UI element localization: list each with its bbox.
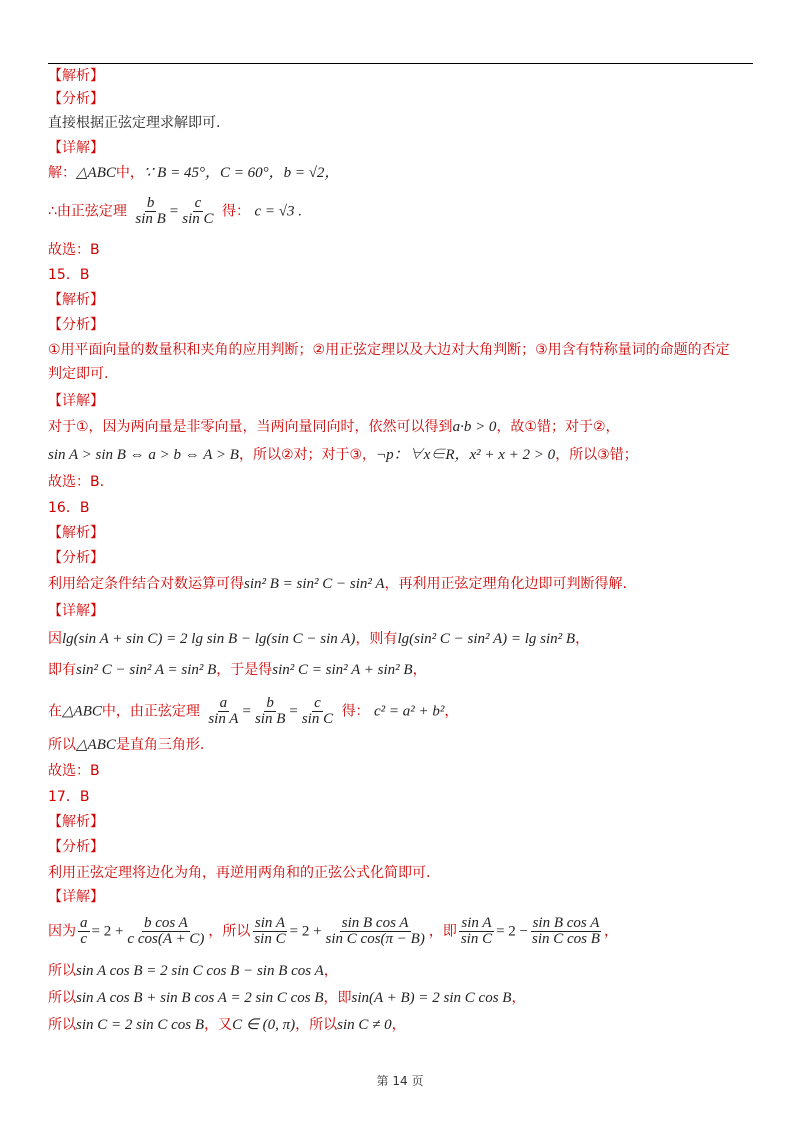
denominator: sin C bbox=[254, 931, 286, 947]
section-label: 【解析】 bbox=[48, 814, 104, 830]
denominator: sin B bbox=[254, 711, 286, 727]
math: c² = a² + b² bbox=[374, 703, 445, 720]
question-number: 15．B bbox=[48, 267, 90, 283]
section-label: 【详解】 bbox=[48, 603, 104, 619]
text: 因 bbox=[48, 631, 62, 647]
text: 所以 bbox=[48, 990, 76, 1006]
text: 即有 bbox=[48, 662, 76, 678]
solution-line bbox=[48, 196, 754, 227]
math: △ABC bbox=[62, 703, 102, 720]
fraction bbox=[530, 916, 602, 947]
text: ，即 bbox=[323, 990, 352, 1006]
denominator: c bbox=[80, 931, 88, 947]
solution-line bbox=[48, 962, 754, 980]
section-label: 【分析】 bbox=[48, 550, 104, 566]
math: = 2 + bbox=[289, 923, 322, 940]
numerator: c bbox=[194, 195, 202, 211]
text: 因为 bbox=[48, 923, 76, 940]
denominator: sin C cos(π − B) bbox=[325, 931, 425, 947]
text: 所以 bbox=[48, 1017, 76, 1033]
section-label: 【解析】 bbox=[48, 68, 104, 84]
section-label: 【分析】 bbox=[48, 839, 104, 855]
math: = 2 + bbox=[91, 923, 124, 940]
fraction bbox=[78, 916, 90, 947]
denominator: sin C cos B bbox=[532, 931, 600, 947]
solution-line: 在△ABC中，由正弦定理 $\frac{a}{\text{sin A}}$ = $\frac{b}{\text{sin B}}$ = $\frac{c}{\text{sin C}}$ 得： c² = a² + b²， bbox=[48, 695, 459, 727]
text: ， bbox=[412, 662, 427, 678]
math: ¬p：∀x∈R，x² + x + 2 > 0 bbox=[376, 447, 556, 463]
text: 对于①，因为两向量是非零向量，当两向量同向时，依然可以得到 bbox=[48, 419, 453, 435]
numerator: b cos A bbox=[143, 915, 188, 931]
text: 中， bbox=[115, 165, 144, 181]
question-number: 17．B bbox=[48, 789, 90, 805]
section-label: 【详解】 bbox=[48, 140, 104, 156]
math: sin² C = sin² A + sin² B bbox=[272, 662, 413, 678]
math: sin C = 2 sin C cos B bbox=[76, 1017, 205, 1033]
section-label: 【分析】 bbox=[48, 91, 104, 107]
solution-line bbox=[48, 661, 754, 679]
text: ，又 bbox=[204, 1017, 233, 1033]
solution-line bbox=[48, 989, 754, 1007]
solution-line bbox=[48, 418, 754, 436]
denominator: c cos(A + C) bbox=[127, 931, 205, 947]
denominator: sin B bbox=[135, 211, 166, 227]
numerator: b bbox=[146, 195, 155, 211]
math: sin A cos B + sin B cos A = 2 sin C cos B bbox=[76, 990, 324, 1006]
solution-line bbox=[48, 164, 754, 182]
analysis-line bbox=[48, 575, 754, 593]
analysis-text: 直接根据正弦定理求解即可. bbox=[48, 115, 221, 131]
denominator: sin C bbox=[460, 931, 493, 947]
text: ， bbox=[391, 1017, 406, 1033]
solution-line bbox=[48, 446, 754, 464]
text: 得： bbox=[341, 703, 370, 720]
numerator: b bbox=[266, 695, 274, 711]
math: sin C ≠ 0 bbox=[337, 1017, 392, 1033]
math: sin² C − sin² A = sin² B bbox=[76, 662, 217, 678]
math: sin(A + B) = 2 sin C cos B bbox=[351, 990, 512, 1006]
text: ，于是得 bbox=[216, 662, 273, 678]
text: ，所以 bbox=[295, 1017, 338, 1033]
page-number: 第 14 页 bbox=[376, 1074, 424, 1088]
solution-line bbox=[48, 736, 754, 754]
answer-line: 故选：B bbox=[48, 242, 100, 258]
question-number: 16．B bbox=[48, 500, 90, 516]
text: 所以 bbox=[48, 963, 76, 979]
text: ，所以 bbox=[208, 923, 251, 940]
denominator: sin C bbox=[301, 711, 334, 727]
numerator: sin B cos A bbox=[532, 915, 600, 931]
text: 在 bbox=[48, 703, 62, 720]
text: 所以 bbox=[48, 737, 76, 753]
answer-line: 故选：B bbox=[48, 763, 100, 779]
answer-line: 故选：B. bbox=[48, 474, 105, 490]
section-label: 【解析】 bbox=[48, 525, 104, 541]
math: ∵ B = 45°，C = 60°，b = √2， bbox=[143, 165, 340, 181]
fraction bbox=[133, 196, 167, 227]
text: ∴由正弦定理 bbox=[48, 203, 127, 220]
fraction bbox=[459, 916, 494, 947]
text: 是直角三角形. bbox=[115, 737, 205, 753]
numerator: sin B cos A bbox=[341, 915, 409, 931]
denominator: sin A bbox=[208, 711, 239, 727]
denominator: sin C bbox=[182, 211, 214, 227]
text: 利用给定条件结合对数运算可得 bbox=[48, 576, 244, 592]
numerator: a bbox=[80, 915, 88, 931]
section-label: 【详解】 bbox=[48, 889, 104, 905]
fraction bbox=[300, 696, 335, 727]
fraction bbox=[180, 196, 215, 227]
numerator: sin A bbox=[461, 915, 492, 931]
text: ， bbox=[444, 703, 459, 720]
text: ， bbox=[575, 631, 590, 647]
text: ，再利用正弦定理角化边即可判断得解. bbox=[384, 576, 628, 592]
math: sin A > sin B ⇔ a > b ⇔ A > B bbox=[48, 447, 239, 463]
analysis-text: ①用平面向量的数量积和夹角的应用判断；②用正弦定理以及大边对大角判断；③用含有特称量词的命题的否定 bbox=[48, 342, 730, 358]
math: c = √3 . bbox=[254, 203, 302, 220]
text: ，则有 bbox=[355, 631, 398, 647]
fraction bbox=[252, 916, 287, 947]
text: ， bbox=[323, 963, 338, 979]
section-label: 【解析】 bbox=[48, 292, 104, 308]
text: 解： bbox=[48, 165, 76, 181]
solution-line bbox=[48, 916, 754, 947]
text: ， bbox=[511, 990, 526, 1006]
text: ，所以②对；对于③， bbox=[238, 447, 377, 463]
analysis-text: 利用正弦定理将边化为角，再逆用两角和的正弦公式化简即可. bbox=[48, 865, 431, 881]
math: △ABC bbox=[76, 165, 116, 181]
numerator: a bbox=[219, 695, 228, 711]
text: 得： bbox=[221, 203, 250, 220]
math: lg(sin² C − sin² A) = lg sin² B bbox=[397, 631, 576, 647]
fraction bbox=[125, 916, 206, 947]
section-label: 【详解】 bbox=[48, 393, 104, 409]
math: sin A cos B = 2 sin C cos B − sin B cos A bbox=[76, 963, 324, 979]
math: sin² B = sin² C − sin² A bbox=[244, 576, 385, 592]
analysis-text: 判定即可. bbox=[48, 366, 109, 382]
math: C ∈ (0, π) bbox=[232, 1017, 296, 1033]
numerator: c bbox=[314, 695, 321, 711]
text: ， bbox=[603, 923, 618, 940]
solution-line bbox=[48, 630, 754, 648]
section-label: 【分析】 bbox=[48, 317, 104, 333]
math: a·b > 0 bbox=[452, 419, 497, 435]
solution-line bbox=[48, 1016, 754, 1034]
text: 中，由正弦定理 bbox=[101, 703, 200, 720]
header-rule bbox=[48, 63, 753, 64]
math: = bbox=[169, 203, 179, 220]
fraction bbox=[206, 696, 240, 727]
math: △ABC bbox=[76, 737, 116, 753]
text: ，故①错；对于②， bbox=[496, 419, 620, 435]
text: ，所以③错； bbox=[555, 447, 638, 463]
math: lg(sin A + sin C) = 2 lg sin B − lg(sin C − sin A) bbox=[62, 631, 356, 647]
fraction bbox=[324, 916, 427, 947]
math: = 2 − bbox=[496, 923, 529, 940]
numerator: sin A bbox=[254, 915, 286, 931]
text: ，即 bbox=[428, 923, 457, 940]
fraction bbox=[253, 696, 287, 727]
